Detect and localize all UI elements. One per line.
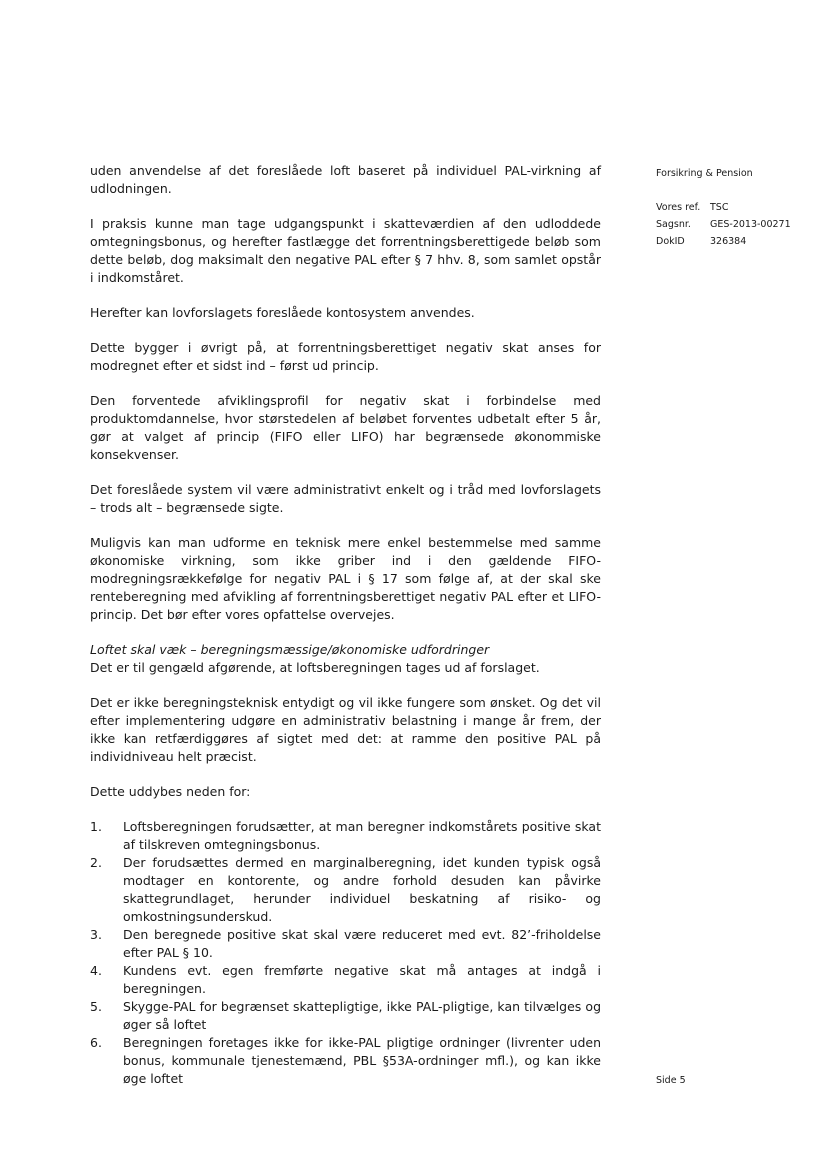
list-item [90, 854, 601, 926]
document-id-label: DokID [656, 236, 685, 247]
sender-info [656, 165, 816, 250]
case-number-row [656, 216, 816, 233]
reference-value: TSC [710, 202, 729, 213]
paragraph: Det er ikke beregningsteknisk entydigt og vil ikke fungere som ønsket. Og det vil efter implementering udgøre en administrativ belastning i mange år frem, der ikke kan retfærdiggøres af sigtet med det: at ramme den positive PAL på individniveau helt præcist. [90, 695, 601, 764]
paragraph: Det foreslåede system vil være administrativt enkelt og i tråd med lovforslagets – trods alt – begrænsede sigte. [90, 482, 601, 515]
list-text: Beregningen foretages ikke for ikke-PAL pligtige ordninger (livrenter uden bonus, kommunale tjenestemænd, PBL §53A-ordninger mfl.), og kan ikke øge loftet [123, 1035, 601, 1086]
document-id-value: 326384 [710, 236, 747, 247]
list-text: Der forudsættes dermed en marginalberegning, idet kunden typisk også modtager en kontorente, og andre forhold desuden kan påvirke skattegrundlaget, herunder individuel beskatning af risiko- og omkostningsunderskud. [123, 855, 601, 924]
list-text: Loftsberegningen forudsætter, at man beregner indkomstårets positive skat af tilskreven omtegningsbonus. [123, 819, 601, 852]
paragraph: Muligvis kan man udforme en teknisk mere enkel bestemmelse med samme økonomiske virkning, som ikke griber ind i den gældende FIFO-modregningsrækkefølge for negativ PAL i § 17 som følge af, at der skal ske renteberegning med afvikling af forrentningsberettiget negativ PAL efter et LIFO-princip. Det bør efter vores opfattelse overvejes. [90, 535, 601, 622]
letter-body [90, 162, 601, 1088]
list-item [90, 1034, 601, 1088]
list-text: Den beregnede positive skat skal være reduceret med evt. 82’-friholdelse efter PAL § 10. [123, 927, 601, 960]
page-number: Side 5 [656, 1075, 686, 1086]
list-number: 5. [90, 999, 102, 1014]
paragraph: Dette uddybes neden for: [90, 784, 251, 799]
list-text: Kundens evt. egen fremførte negative skat må antages at indgå i beregningen. [123, 963, 601, 996]
numbered-list [90, 818, 601, 1088]
list-item [90, 818, 601, 854]
list-number: 2. [90, 855, 102, 870]
list-number: 4. [90, 963, 102, 978]
list-item [90, 998, 601, 1034]
paragraph: Den forventede afviklingsprofil for negativ skat i forbindelse med produktomdannelse, hvor størstedelen af beløbet forventes udbetalt efter 5 år, gør at valget af princip (FIFO eller LIFO) har begrænsede økonommiske konsekvenser. [90, 393, 601, 462]
reference-row [656, 199, 816, 216]
organization-name: Forsikring & Pension [656, 168, 753, 179]
paragraph: Det er til gengæld afgørende, at loftsberegningen tages ud af forslaget. [90, 660, 540, 675]
list-number: 6. [90, 1035, 102, 1050]
reference-label: Vores ref. [656, 202, 701, 213]
case-number-value: GES-2013-00271 [710, 219, 791, 230]
list-text: Skygge-PAL for begrænset skattepligtige, ikke PAL-pligtige, kan tilvælges og øger så loftet [123, 999, 601, 1032]
list-item [90, 926, 601, 962]
section-heading: Loftet skal væk – beregningsmæssige/økonomiske udfordringer [90, 642, 490, 657]
paragraph: I praksis kunne man tage udgangspunkt i skatteværdien af den udloddede omtegningsbonus, og herefter fastlægge det forrentningsberettigede beløb som dette beløb, dog maksimalt den negative PAL efter § 7 hhv. 8, som samlet opstår i indkomståret. [90, 216, 601, 285]
list-number: 3. [90, 927, 102, 942]
list-number: 1. [90, 819, 102, 834]
list-item [90, 962, 601, 998]
paragraph: Herefter kan lovforslagets foreslåede kontosystem anvendes. [90, 305, 475, 320]
case-number-label: Sagsnr. [656, 219, 691, 230]
paragraph: Dette bygger i øvrigt på, at forrentningsberettiget negativ skat anses for modregnet efter et sidst ind – først ud princip. [90, 340, 601, 373]
document-id-row [656, 233, 816, 250]
paragraph: uden anvendelse af det foreslåede loft baseret på individuel PAL-virkning af udlodningen. [90, 163, 601, 196]
